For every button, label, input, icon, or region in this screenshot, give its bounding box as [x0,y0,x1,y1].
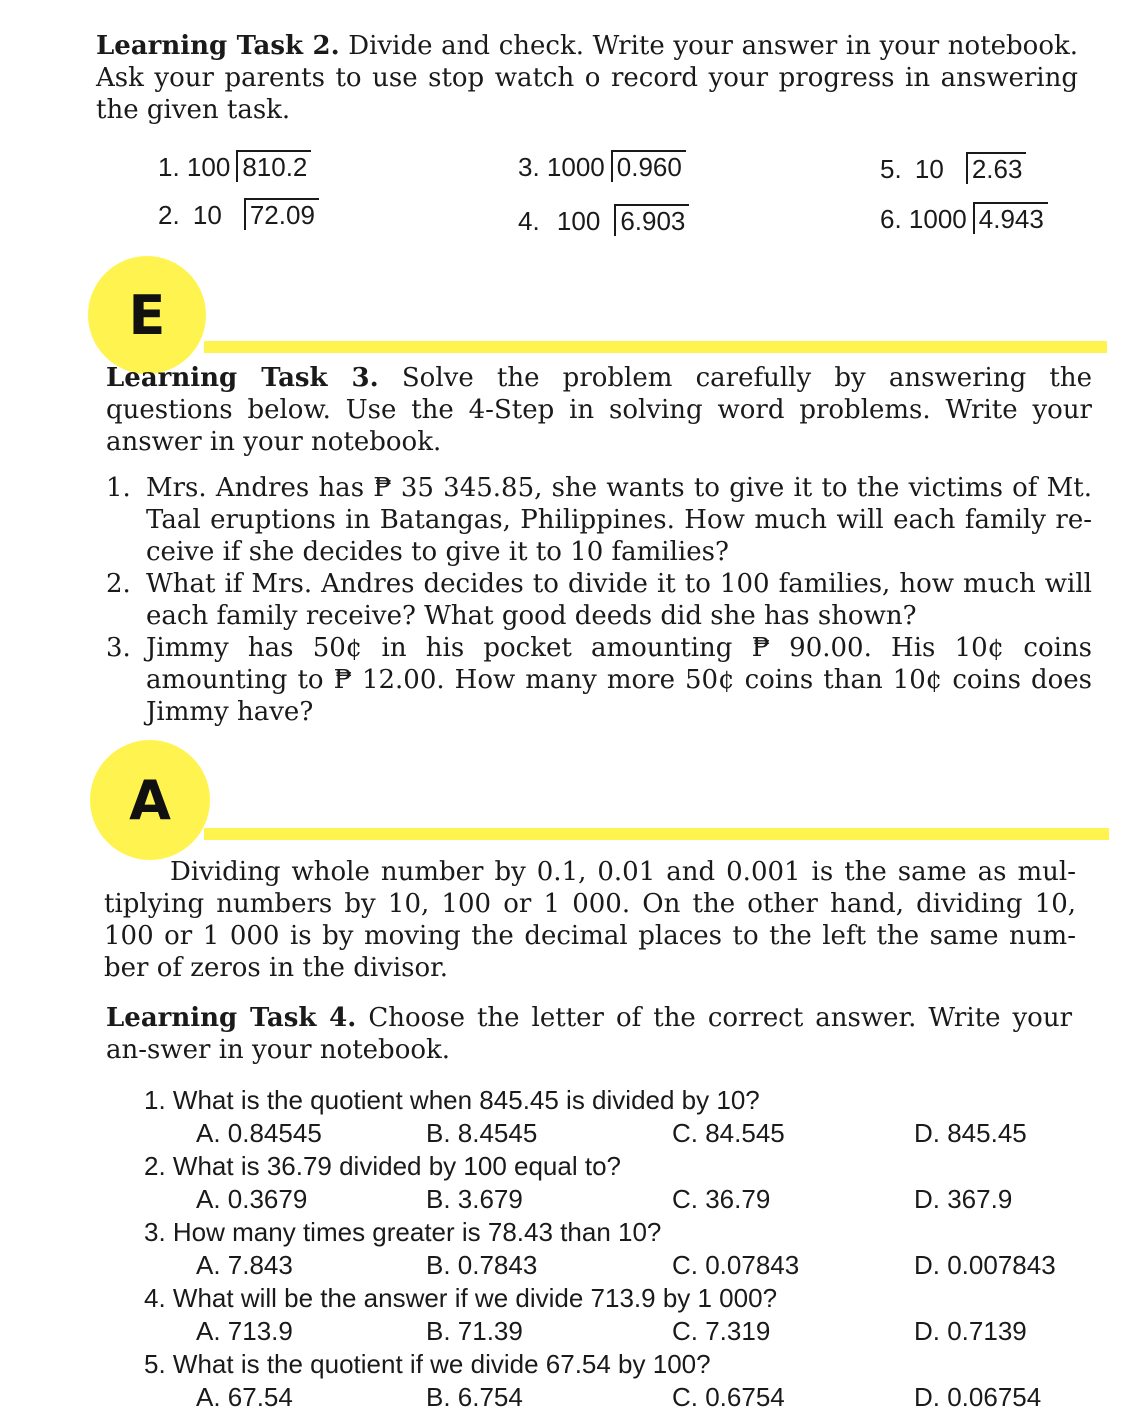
option-d: D. 845.45 [914,1118,1027,1148]
dividend: 4.943 [973,202,1048,234]
division-problem-6 [880,202,1048,235]
option-a: A. 7.843 [196,1250,293,1280]
option-b: B. 71.39 [426,1316,523,1346]
task3-problems [106,472,1092,728]
task3-instructions [106,362,1092,458]
question-4 [144,1282,1104,1348]
option-c: C. 0.07843 [672,1250,800,1280]
options [144,1117,1104,1150]
options [144,1381,1104,1414]
division-problem-2 [158,198,319,231]
option-c: C. 0.6754 [672,1382,785,1412]
item-text: What if Mrs. Andres decides to divide it to 100 families, how much will each family receive? What good deeds did she has shown? [146,569,1092,631]
dividend: 2.63 [966,152,1027,184]
task2-label: Learning Task 2. [96,31,340,61]
section-a-paragraph: Dividing whole number by 0.1, 0.01 and 0.001 is the same as mul-tiplying numbers by 10, 100 or 1 000. On the other hand, dividing 10, 100 or 1 000 is by moving the decimal places to the left the same num-ber of zeros in the divisor. [104,857,1076,983]
task4-instructions [106,1002,1072,1066]
question-text: 1. What is the quotient when 845.45 is divided by 10? [144,1085,760,1115]
problem-number: 6. [880,204,902,234]
option-d: D. 0.7139 [914,1316,1027,1346]
problem-number: 3. [518,152,540,182]
section-a-letter: A [129,768,171,832]
question-text: 3. How many times greater is 78.43 than 10? [144,1217,662,1247]
task3-label: Learning Task 3. [106,363,379,393]
section-e-letter: E [128,283,166,347]
option-b: B. 3.679 [426,1184,523,1214]
problem-number: 5. [880,154,902,184]
problem-number: 2. [158,200,180,230]
dividend: 72.09 [244,198,319,230]
section-a-text [104,856,1076,984]
division-problem-3 [518,150,686,183]
task4-label: Learning Task 4. [106,1003,357,1033]
divisor: 100 [186,152,231,182]
problem-number: 1. [158,152,180,182]
option-b: B. 0.7843 [426,1250,538,1280]
task2-instructions [96,30,1078,126]
section-e-circle [88,256,206,374]
dividend: 810.2 [236,150,311,182]
dividend: 6.903 [614,204,689,236]
divisor: 1000 [546,152,605,182]
task4-questions [144,1084,1104,1414]
dividend: 0.960 [611,150,686,182]
question-5 [144,1348,1104,1414]
task3-text: Solve the problem carefully by answering the questions below. Use the 4-Step in solving word problems. Write your answer in your notebook. [106,363,1092,457]
option-c: C. 7.319 [672,1316,771,1346]
item-number: 1. [106,473,131,503]
item-text: Jimmy has 50¢ in his pocket amounting ₱ 90.00. His 10¢ coins amounting to ₱ 12.00. How many more 50¢ coins than 10¢ coins does Jimmy have? [146,633,1092,727]
question-3 [144,1216,1104,1282]
option-a: A. 0.3679 [196,1184,308,1214]
list-item [106,472,1092,568]
option-c: C. 84.545 [672,1118,785,1148]
divisor: 100 [556,206,601,236]
division-problem-1 [158,150,311,183]
option-c: C. 36.79 [672,1184,771,1214]
section-a-circle [90,740,210,860]
item-text: Mrs. Andres has ₱ 35 345.85, she wants to give it to the victims of Mt. Taal eruptions in Batangas, Philippines. How much will each family re-ceive if she decides to give it to 10 families? [146,473,1092,567]
question-2 [144,1150,1104,1216]
divisor: 10 [914,154,944,184]
options [144,1315,1104,1348]
list-item [106,632,1092,728]
list-item [106,568,1092,632]
division-problem-5 [880,152,1026,185]
question-1 [144,1084,1104,1150]
option-b: B. 8.4545 [426,1118,538,1148]
option-d: D. 367.9 [914,1184,1013,1214]
item-number: 3. [106,633,131,663]
section-a-divider [204,828,1109,840]
option-d: D. 0.06754 [914,1382,1042,1412]
task2-text: Divide and check. Write your answer in your notebook. Ask your parents to use stop watch o record your progress in answering the given task. [96,31,1078,125]
options [144,1183,1104,1216]
option-a: A. 713.9 [196,1316,293,1346]
question-text: 5. What is the quotient if we divide 67.54 by 100? [144,1349,711,1379]
question-text: 4. What will be the answer if we divide 713.9 by 1 000? [144,1283,778,1313]
option-d: D. 0.007843 [914,1250,1056,1280]
divisor: 1000 [908,204,967,234]
divisor: 10 [192,200,222,230]
item-number: 2. [106,569,131,599]
question-text: 2. What is 36.79 divided by 100 equal to? [144,1151,621,1181]
option-a: A. 0.84545 [196,1118,322,1148]
options [144,1249,1104,1282]
division-problem-4 [518,204,689,237]
task4-text: Choose the letter of the correct answer. Write your an-swer in your notebook. [106,1003,1072,1065]
section-e-divider [204,341,1107,353]
problem-number: 4. [518,206,540,236]
option-b: B. 6.754 [426,1382,523,1412]
option-a: A. 67.54 [196,1382,293,1412]
